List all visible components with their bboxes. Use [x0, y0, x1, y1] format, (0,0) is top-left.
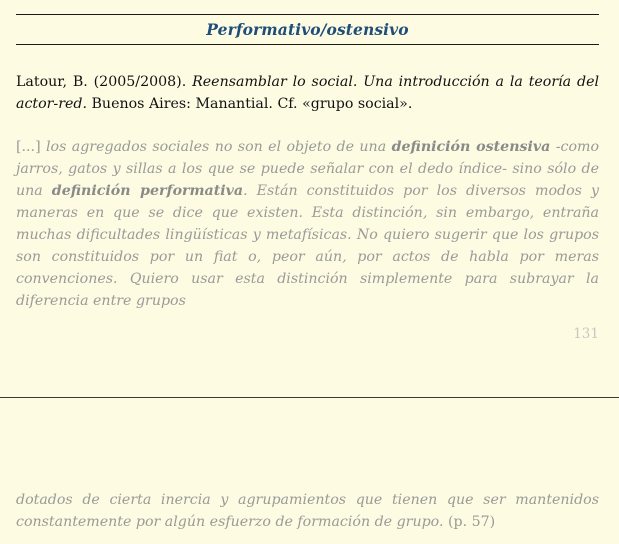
entry-title: Performativo/ostensivo — [206, 20, 409, 39]
quote-text-part1: los agregados sociales no son el objeto de una — [40, 139, 392, 155]
quote-term-performative: definición performativa — [51, 183, 244, 199]
bibliographic-reference — [16, 71, 599, 115]
quote-continuation-text: dotados de cierta inercia y agrupamientos que tienen que ser mantenidos constantemente por algún esfuerzo de formación de grupo. — [16, 492, 599, 530]
quote-term-ostensive: definición ostensiva — [391, 139, 551, 155]
reference-book-title: Reensamblar lo social. Una introducción a la teoría del actor-red. — [16, 74, 600, 112]
quote-text-part2: -como jarros, gatos y sillas a los que se puede señalar con el dedo índice- sino sólo de una — [16, 139, 600, 199]
quote-continuation — [16, 489, 599, 533]
quote-citation: (p. 57) — [443, 514, 496, 530]
reference-author-year: Latour, B. (2005/2008). — [16, 74, 193, 90]
quote-bracket: [...] — [16, 139, 41, 155]
page-number: 131 — [573, 326, 599, 342]
page-break-divider — [0, 397, 619, 398]
entry-header — [16, 14, 599, 45]
quote-block — [16, 136, 599, 312]
reference-publisher: Buenos Aires: Manantial. Cf. «grupo social». — [87, 96, 413, 112]
quote-text-part3: . Están constituidos por los diversos modos y maneras en que se dice que existen. Esta distinción, sin embargo, entraña muchas dificultades lingüísticas y metafísicas. No quiero sugerir que los grupos son constituidos por un fiat o, peor aún, por actos de habla por meras convenciones. Quiero usar esta distinción simplemente para subrayar la diferencia entre grupos — [16, 183, 599, 309]
